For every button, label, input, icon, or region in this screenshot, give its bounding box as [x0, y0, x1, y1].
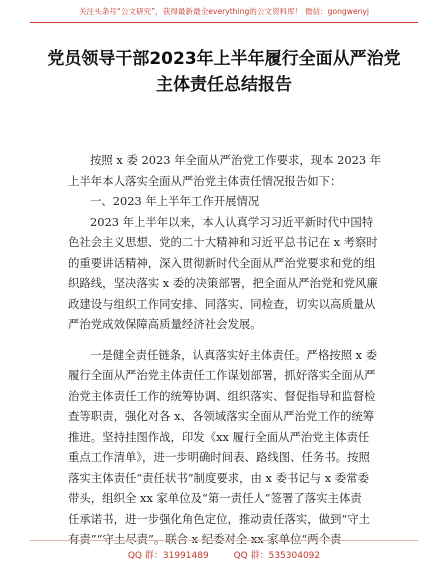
text-line: 一是健全责任链条，认真落实好主体责任。严格按照 x 委	[90, 347, 378, 362]
paragraph-intro	[68, 150, 384, 191]
text-line: 色社会主义思想、党的二十大精神和习近平总书记在 x 考察时	[68, 235, 378, 249]
text-line: 严治党成效保障高质量经济社会发展。	[68, 317, 262, 331]
qq-group-1: QQ 群：31991489	[127, 551, 209, 561]
text-line: 2023 年上半年以来，本人认真学习习近平新时代中国特	[90, 214, 374, 229]
text-line: 履行全面从严治党主体责任工作谋划部署，抓好落实全面从严	[68, 368, 376, 382]
title-line: 主体责任总结报告	[156, 75, 292, 95]
document-body	[68, 150, 384, 550]
text-line: 治党主体责任工作的统筹协调、组织落实、督促指导和监督检	[68, 388, 376, 403]
footer-divider	[30, 540, 418, 541]
text-line: 一、2023 年上半年工作开展情况	[90, 194, 260, 208]
paragraph-responsibility	[68, 345, 384, 550]
paragraph-overview	[68, 212, 384, 335]
text-line: 重点工作清单》，进一步明确时间表、路线图、任务书。按照	[68, 450, 370, 464]
text-line: 有责”“守土尽责”。联合 x 纪委对全 xx 家单位“两个责	[68, 532, 342, 546]
text-line: 的重要讲话精神，深入贯彻新时代全面从严治党要求和党的组	[68, 255, 376, 270]
text-line: 上半年本人落实全面从严治党主体责任情况报告如下：	[68, 173, 342, 188]
text-line: 查等职责，强化对各 x、各领域落实全面从严治党工作的统筹	[68, 409, 375, 423]
section-heading	[68, 191, 384, 212]
text-line: 按照 x 委 2023 年全面从严治党工作要求，现本 2023 年	[90, 153, 382, 167]
text-line: 落实主体责任“责任状书”制度要求，由 x 委书记与 x 委常委	[68, 470, 369, 485]
footer-contact	[0, 548, 448, 561]
document-title	[40, 46, 408, 98]
header-divider	[30, 22, 418, 23]
qq-group-2: QQ 群：535304092	[233, 551, 321, 561]
text-line: 政建设与组织工作同安排、同落实、同检查，切实以高质量从	[68, 296, 376, 311]
header-banner: 关注头条号“公文研究”，获得最新最全everything的公文资料库！ 微信：gongwenyj	[78, 7, 370, 16]
title-line: 党员领导干部2023年上半年履行全面从严治党	[47, 49, 401, 69]
text-line: 织路线，坚决落实 x 委的决策部署，把全面从严治党和党风廉	[68, 276, 378, 290]
text-line: 推进。坚持挂图作战，印发《xx 履行全面从严治党主体责任	[68, 429, 370, 444]
text-line: 任承诺书，进一步强化角色定位，推动责任落实，做到“守土	[68, 511, 370, 526]
text-line: 带头，组织全 xx 家单位及“第一责任人”签署了落实主体责	[68, 491, 362, 505]
